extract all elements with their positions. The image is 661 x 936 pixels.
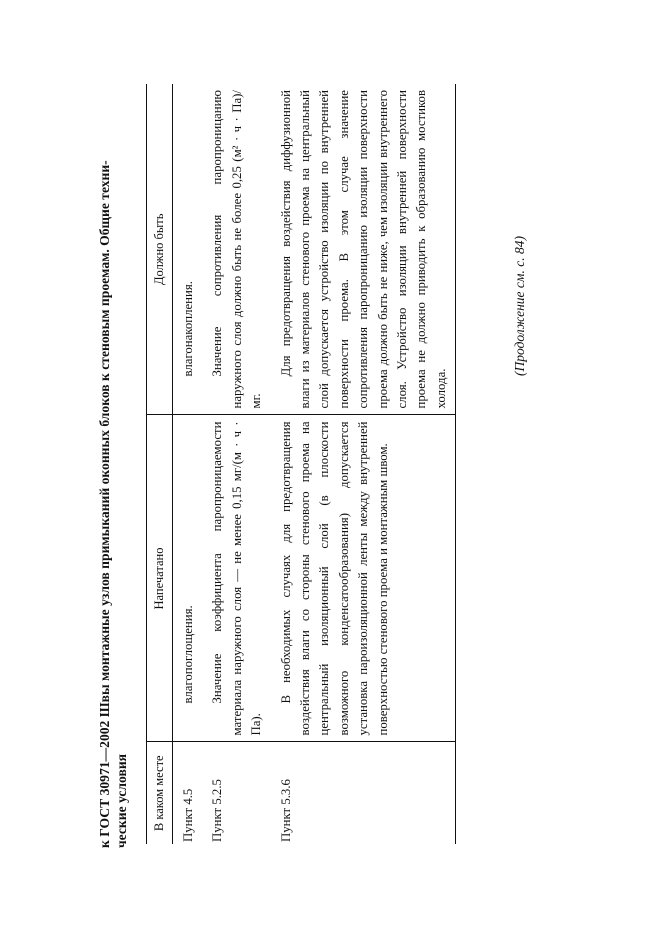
cell-printed xyxy=(173,415,203,742)
page-header xyxy=(96,68,130,848)
cell-should-be xyxy=(173,84,203,415)
header-title-continuation: ческие условия xyxy=(114,753,129,848)
header-title: к ГОСТ 30971—2002 Швы монтажные узлов примыканий оконных блоков к стеновым проемам. Общие техни- xyxy=(97,160,112,848)
cell-should-be xyxy=(202,84,270,415)
cell-place: Пункт 5.2.5 xyxy=(210,779,225,842)
column-header-printed: Напечатано xyxy=(147,415,173,742)
cell-should-be xyxy=(271,84,456,415)
continuation-note: (Продолжение см. с. 84) xyxy=(512,236,527,376)
errata-table xyxy=(146,84,456,844)
printed-text: Значение коэффициента паропроницаемости материала наружного слоя — не менее 0,15 мг/(м · ч · Па). xyxy=(210,421,264,736)
printed-text: влагопоглощения. xyxy=(181,605,195,704)
column-header-should-be: Должно быть xyxy=(147,84,173,415)
cell-printed xyxy=(271,415,456,742)
table-row xyxy=(173,84,203,844)
printed-text: В необходимых случаях для предотвращения воздействия влаги со стороны стенового проема на центральный изоляционный слой (в плоскости возможного конденсатообразования) допускается установка пароизоляционной ленты между внутренней поверхностью стенового проема и монтажным швом. xyxy=(278,421,390,736)
table-row xyxy=(202,84,270,844)
cell-printed xyxy=(202,415,270,742)
cell-place: Пункт 5.3.6 xyxy=(271,742,456,844)
table-row xyxy=(271,84,456,844)
column-header-place: В каком месте xyxy=(147,742,173,844)
should-be-text: Значение сопротивления паропроницанию наружного слоя должно быть не более 0,25 (м² · ч · Па)/мг. xyxy=(210,90,264,409)
table-header-row xyxy=(147,84,173,844)
should-be-text: влагонакопления. xyxy=(181,281,195,377)
should-be-text: Для предотвращения воздействия диффузионной влаги из материалов стенового проема на центральный слой допускается устройство изоляции по внутренней поверхности проема. В этом случае значение сопротивления паропроницанию изоляции поверхности проема должно быть не ниже, чем изоляции внутреннего слоя. Устройство изоляции внутренней поверхности проема не должно приводить к образованию мостиков холода. xyxy=(278,90,448,409)
cell-place: Пункт 4.5 xyxy=(181,788,195,842)
